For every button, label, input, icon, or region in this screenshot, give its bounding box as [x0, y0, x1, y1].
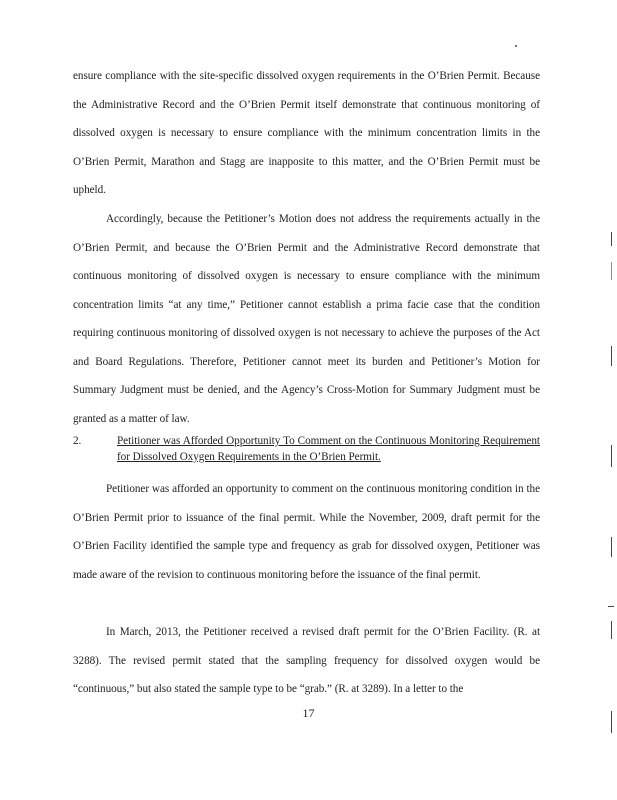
paragraph-opportunity: Petitioner was afforded an opportunity to comment on the continuous monitoring condition in the O’Brien Permit prior to issuance of the final permit. While the November, 2009, draft permit for the O’Brien Facility identified the sample type and frequency as grab for dissolved oxygen, Petitioner was made aware of the revision to continuous monitoring before the issuance of the final permit.: [73, 483, 540, 581]
paragraph-march-2013: In March, 2013, the Petitioner received a revised draft permit for the O’Brien Facility. (R. at 3288). The revised permit stated that the sampling frequency for dissolved oxygen would be “continuous,” but also stated the sample type to be “grab.” (R. at 3289). In a letter to the: [73, 626, 540, 695]
scan-speck: [515, 45, 517, 47]
paragraph-accordingly: Accordingly, because the Petitioner’s Motion does not address the requirements actually in the O’Brien Permit, and because the O’Brien Permit and the Administrative Record demonstrate that continuous monitoring of dissolved oxygen is necessary to ensure compliance with the minimum concentration limits “at any time,” Petitioner cannot establish a prima facie case that the condition requiring continuous monitoring of dissolved oxygen is not necessary to achieve the purposes of the Act and Board Regulations. Therefore, Petitioner cannot meet its burden and Petitioner’s Motion for Summary Judgment must be denied, and the Agency’s Cross-Motion for Summary Judgment must be granted as a matter of law.: [73, 213, 540, 425]
margin-change-bar: [611, 621, 612, 639]
margin-change-bar: [611, 262, 612, 280]
section-heading: [73, 433, 540, 465]
paragraph-continuation: ensure compliance with the site-specific dissolved oxygen requirements in the O’Brien Permit. Because the Administrative Record and the O’Brien Permit itself demonstrate that continuous monitoring of dissolved oxygen is necessary to ensure compliance with the minimum concentration limits in the O’Brien Permit, Marathon and Stagg are inapposite to this matter, and the O’Brien Permit must be upheld.: [73, 70, 540, 196]
margin-tick: [608, 606, 614, 607]
margin-change-bar: [611, 232, 612, 246]
section-number: 2.: [73, 435, 82, 447]
margin-change-bar: [611, 445, 612, 467]
margin-change-bar: [611, 537, 612, 557]
margin-change-bar: [611, 711, 612, 733]
section-title: Petitioner was Afforded Opportunity To Comment on the Continuous Monitoring Requirement for Dissolved Oxygen Requirements in the O’Brien Permit.: [117, 435, 540, 463]
page-number: 17: [302, 706, 315, 720]
margin-change-bar: [611, 346, 612, 366]
